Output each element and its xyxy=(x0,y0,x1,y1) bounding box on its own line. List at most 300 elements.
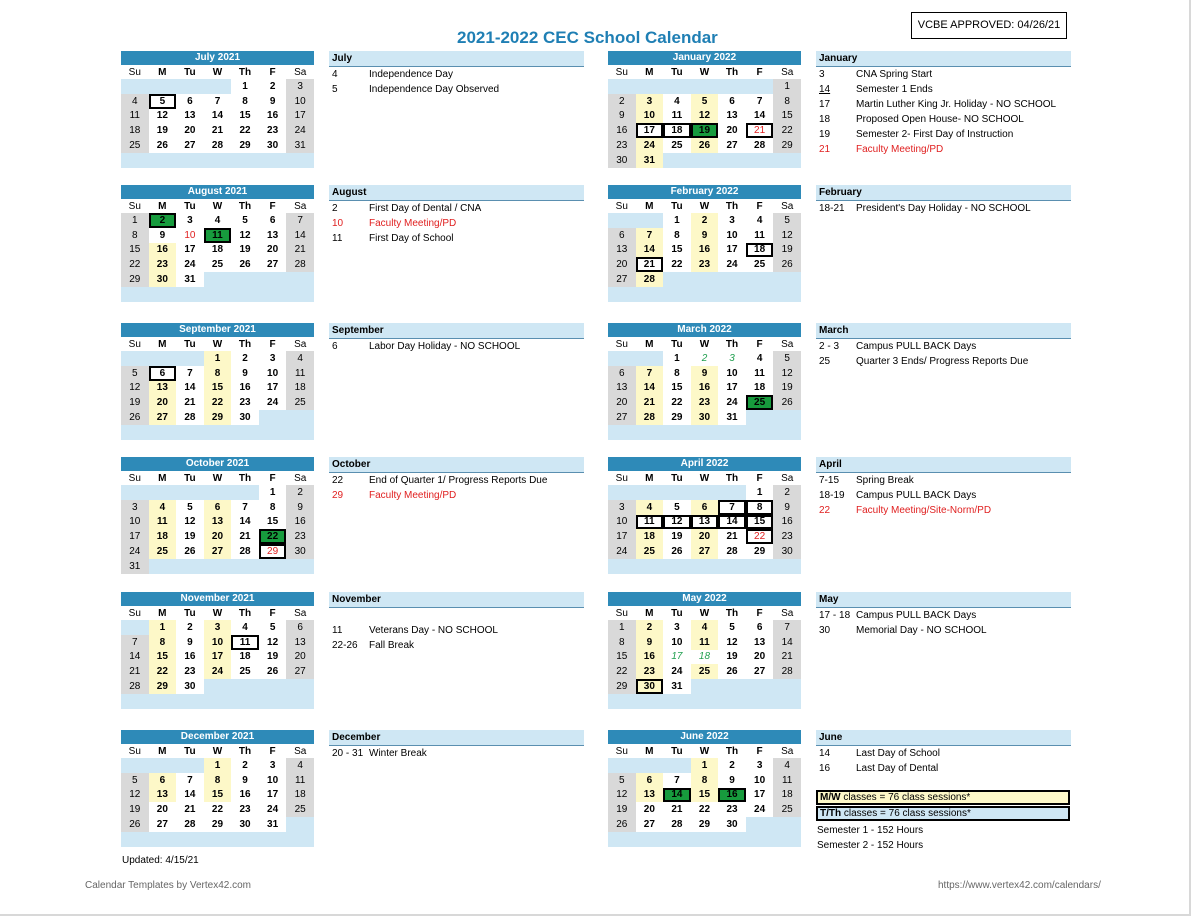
day-cell: 12 xyxy=(773,228,801,243)
day-cell: 13 xyxy=(636,788,664,803)
day-cell: 22 xyxy=(259,529,287,544)
day-cell: 12 xyxy=(176,515,204,530)
empty-cell xyxy=(746,559,774,574)
day-cell: 10 xyxy=(121,515,149,530)
day-cell: 3 xyxy=(718,351,746,366)
empty-cell xyxy=(204,287,232,302)
empty-cell xyxy=(608,694,636,709)
weekday-header: F xyxy=(746,744,774,758)
day-cell: 11 xyxy=(746,366,774,381)
day-cell: 18 xyxy=(746,381,774,396)
day-cell: 27 xyxy=(608,410,636,425)
empty-cell xyxy=(608,79,636,94)
day-cell: 20 xyxy=(636,802,664,817)
month-title: March 2022 xyxy=(608,323,801,337)
day-cell: 9 xyxy=(691,228,719,243)
weekday-header: Su xyxy=(121,199,149,213)
empty-cell xyxy=(746,287,774,302)
day-cell: 28 xyxy=(176,410,204,425)
day-cell: 15 xyxy=(608,650,636,665)
day-cell: 14 xyxy=(636,243,664,258)
empty-cell xyxy=(773,272,801,287)
day-cell: 24 xyxy=(608,544,636,559)
empty-cell xyxy=(176,559,204,574)
day-cell: 22 xyxy=(608,664,636,679)
day-cell: 18 xyxy=(121,123,149,138)
footer-credit: Calendar Templates by Vertex42.com xyxy=(85,880,252,891)
weekday-header: W xyxy=(691,471,719,485)
day-cell: 6 xyxy=(718,94,746,109)
event-item xyxy=(816,97,1071,112)
empty-cell xyxy=(204,485,232,500)
month-title: October 2021 xyxy=(121,457,314,471)
empty-cell xyxy=(718,832,746,847)
events-month-title: June xyxy=(816,730,1071,746)
event-item xyxy=(329,201,584,216)
day-cell: 30 xyxy=(149,272,177,287)
day-cell: 22 xyxy=(149,664,177,679)
weekday-header: F xyxy=(746,65,774,79)
day-cell: 14 xyxy=(773,635,801,650)
day-cell: 28 xyxy=(286,257,314,272)
day-cell: 22 xyxy=(204,802,232,817)
empty-cell xyxy=(608,213,636,228)
event-date: 22 xyxy=(819,505,831,516)
empty-cell xyxy=(691,287,719,302)
day-cell: 3 xyxy=(608,500,636,515)
empty-cell xyxy=(149,832,177,847)
day-cell: 30 xyxy=(286,544,314,559)
day-cell: 22 xyxy=(663,395,691,410)
day-cell: 23 xyxy=(231,395,259,410)
empty-cell xyxy=(746,79,774,94)
event-date: 25 xyxy=(819,356,831,367)
day-cell: 23 xyxy=(231,802,259,817)
day-cell: 25 xyxy=(231,664,259,679)
day-cell: 4 xyxy=(663,94,691,109)
day-cell: 8 xyxy=(746,500,774,515)
day-cell: 15 xyxy=(231,109,259,124)
day-cell: 1 xyxy=(204,758,232,773)
event-item xyxy=(329,746,584,761)
day-cell: 22 xyxy=(773,123,801,138)
day-cell: 26 xyxy=(231,257,259,272)
weekday-header: Sa xyxy=(773,199,801,213)
weekday-header: M xyxy=(636,471,664,485)
empty-cell xyxy=(259,832,287,847)
day-cell: 21 xyxy=(204,123,232,138)
day-cell: 1 xyxy=(204,351,232,366)
event-date: 16 xyxy=(819,763,831,774)
day-cell: 12 xyxy=(121,381,149,396)
footer-url: https://www.vertex42.com/calendars/ xyxy=(938,880,1101,891)
day-cell: 11 xyxy=(773,773,801,788)
day-cell: 10 xyxy=(663,635,691,650)
empty-cell xyxy=(121,832,149,847)
day-cell: 10 xyxy=(176,228,204,243)
event-item xyxy=(329,488,584,503)
day-grid xyxy=(608,65,801,168)
day-cell: 16 xyxy=(149,243,177,258)
day-cell: 29 xyxy=(121,272,149,287)
empty-cell xyxy=(691,272,719,287)
day-cell: 18 xyxy=(691,650,719,665)
day-cell: 15 xyxy=(204,788,232,803)
empty-cell xyxy=(259,153,287,168)
day-cell: 4 xyxy=(286,351,314,366)
empty-cell xyxy=(663,758,691,773)
day-cell: 25 xyxy=(746,395,774,410)
empty-cell xyxy=(286,153,314,168)
day-cell: 28 xyxy=(121,679,149,694)
day-cell: 24 xyxy=(636,138,664,153)
empty-cell xyxy=(746,153,774,168)
empty-cell xyxy=(718,272,746,287)
events-november-2021 xyxy=(329,592,584,653)
day-cell: 31 xyxy=(663,679,691,694)
day-cell: 6 xyxy=(608,366,636,381)
weekday-header: F xyxy=(746,606,774,620)
weekday-header: W xyxy=(204,744,232,758)
day-cell: 11 xyxy=(286,366,314,381)
event-item xyxy=(816,112,1071,127)
day-cell: 19 xyxy=(773,381,801,396)
empty-cell xyxy=(231,679,259,694)
day-cell: 30 xyxy=(608,153,636,168)
weekday-header: Su xyxy=(608,65,636,79)
weekday-header: Su xyxy=(608,471,636,485)
empty-cell xyxy=(746,410,774,425)
day-cell: 2 xyxy=(718,758,746,773)
day-cell: 19 xyxy=(231,243,259,258)
weekday-header: Th xyxy=(231,606,259,620)
empty-cell xyxy=(608,485,636,500)
day-cell: 5 xyxy=(149,94,177,109)
event-text: Semester 2- First Day of Instruction xyxy=(856,129,1014,140)
weekday-header: M xyxy=(149,337,177,351)
weekday-header: M xyxy=(636,65,664,79)
day-cell: 17 xyxy=(176,243,204,258)
weekday-header: Tu xyxy=(176,199,204,213)
day-cell: 31 xyxy=(259,817,287,832)
weekday-header: Sa xyxy=(773,606,801,620)
empty-cell xyxy=(286,425,314,440)
empty-cell xyxy=(259,679,287,694)
day-cell: 27 xyxy=(746,664,774,679)
weekday-header: Th xyxy=(718,199,746,213)
day-cell: 19 xyxy=(663,529,691,544)
day-cell: 27 xyxy=(286,664,314,679)
weekday-header: Tu xyxy=(176,471,204,485)
event-date: 18 xyxy=(819,114,831,125)
empty-cell xyxy=(636,425,664,440)
empty-cell xyxy=(691,679,719,694)
empty-cell xyxy=(773,287,801,302)
day-cell: 6 xyxy=(286,620,314,635)
day-cell: 27 xyxy=(149,817,177,832)
day-cell: 24 xyxy=(121,544,149,559)
weekday-header: Tu xyxy=(176,65,204,79)
events-month-title: March xyxy=(816,323,1071,339)
day-cell: 11 xyxy=(663,109,691,124)
day-cell: 12 xyxy=(121,788,149,803)
day-cell: 13 xyxy=(746,635,774,650)
empty-cell xyxy=(636,832,664,847)
day-cell: 19 xyxy=(121,395,149,410)
weekday-header: W xyxy=(204,65,232,79)
event-text: Semester 1 Ends xyxy=(856,84,933,95)
event-item xyxy=(816,142,1071,157)
weekday-header: W xyxy=(691,65,719,79)
empty-cell xyxy=(636,287,664,302)
weekday-header: W xyxy=(204,606,232,620)
weekday-header: Tu xyxy=(176,744,204,758)
month-calendar-august-2021 xyxy=(121,185,314,302)
empty-cell xyxy=(231,425,259,440)
day-cell: 10 xyxy=(608,515,636,530)
day-cell: 16 xyxy=(231,788,259,803)
empty-cell xyxy=(718,287,746,302)
empty-cell xyxy=(773,832,801,847)
events-october-2021 xyxy=(329,457,584,503)
day-cell: 23 xyxy=(773,529,801,544)
event-date: 17 xyxy=(819,99,831,110)
event-text: Martin Luther King Jr. Holiday - NO SCHOOL xyxy=(856,99,1057,110)
day-grid xyxy=(121,744,314,847)
month-calendar-march-2022 xyxy=(608,323,801,440)
day-cell: 20 xyxy=(149,395,177,410)
day-cell: 19 xyxy=(259,650,287,665)
day-cell: 3 xyxy=(204,620,232,635)
day-cell: 3 xyxy=(718,213,746,228)
empty-cell xyxy=(608,351,636,366)
event-date: 14 xyxy=(819,748,831,759)
day-cell: 13 xyxy=(608,381,636,396)
day-cell: 10 xyxy=(718,228,746,243)
day-cell: 5 xyxy=(176,500,204,515)
weekday-header: Tu xyxy=(176,337,204,351)
weekday-header: F xyxy=(259,199,287,213)
day-cell: 28 xyxy=(746,138,774,153)
day-cell: 4 xyxy=(204,213,232,228)
day-cell: 26 xyxy=(608,817,636,832)
weekday-header: Tu xyxy=(663,744,691,758)
day-cell: 29 xyxy=(663,410,691,425)
day-cell: 3 xyxy=(176,213,204,228)
day-cell: 1 xyxy=(746,485,774,500)
empty-cell xyxy=(286,287,314,302)
event-text: Quarter 3 Ends/ Progress Reports Due xyxy=(856,356,1029,367)
day-cell: 5 xyxy=(773,213,801,228)
weekday-header: Su xyxy=(121,744,149,758)
day-cell: 21 xyxy=(773,650,801,665)
month-title: February 2022 xyxy=(608,185,801,199)
event-item xyxy=(329,339,584,354)
events-month-title: December xyxy=(329,730,584,746)
event-date: 11 xyxy=(332,625,343,636)
day-cell: 6 xyxy=(149,773,177,788)
day-cell: 28 xyxy=(636,272,664,287)
day-cell: 24 xyxy=(718,395,746,410)
empty-cell xyxy=(204,272,232,287)
event-item xyxy=(816,761,1071,776)
event-item xyxy=(329,638,584,653)
empty-cell xyxy=(663,485,691,500)
day-cell: 30 xyxy=(231,817,259,832)
event-item xyxy=(816,201,1071,216)
day-cell: 19 xyxy=(608,802,636,817)
empty-cell xyxy=(663,559,691,574)
empty-cell xyxy=(231,153,259,168)
day-cell: 21 xyxy=(746,123,774,138)
day-cell: 19 xyxy=(691,123,719,138)
day-cell: 5 xyxy=(663,500,691,515)
events-april-2022 xyxy=(816,457,1071,518)
month-calendar-february-2022 xyxy=(608,185,801,302)
day-cell: 11 xyxy=(121,109,149,124)
events-month-title: July xyxy=(329,51,584,67)
month-calendar-september-2021 xyxy=(121,323,314,440)
event-text: Faculty Meeting/Site-Norm/PD xyxy=(856,505,992,516)
event-item xyxy=(329,473,584,488)
empty-cell xyxy=(718,694,746,709)
legend-mw-text: classes = 76 class sessions* xyxy=(840,792,971,803)
day-cell: 25 xyxy=(691,664,719,679)
day-cell: 23 xyxy=(636,664,664,679)
weekday-header: Su xyxy=(608,606,636,620)
day-cell: 26 xyxy=(773,395,801,410)
day-cell: 2 xyxy=(608,94,636,109)
empty-cell xyxy=(718,425,746,440)
day-cell: 29 xyxy=(773,138,801,153)
legend-mw xyxy=(816,790,1070,805)
day-cell: 9 xyxy=(149,228,177,243)
day-cell: 13 xyxy=(608,243,636,258)
weekday-header: Tu xyxy=(663,606,691,620)
weekday-header: Su xyxy=(121,606,149,620)
day-cell: 30 xyxy=(636,679,664,694)
semester-2-hours: Semester 2 - 152 Hours xyxy=(817,840,924,851)
day-cell: 9 xyxy=(691,366,719,381)
empty-cell xyxy=(691,559,719,574)
day-cell: 1 xyxy=(773,79,801,94)
empty-cell xyxy=(608,758,636,773)
weekday-header: M xyxy=(636,744,664,758)
empty-cell xyxy=(176,425,204,440)
day-cell: 21 xyxy=(286,243,314,258)
day-cell: 29 xyxy=(608,679,636,694)
month-title: July 2021 xyxy=(121,51,314,65)
day-grid xyxy=(608,337,801,440)
weekday-header: Tu xyxy=(663,337,691,351)
day-cell: 15 xyxy=(663,243,691,258)
event-date: 22-26 xyxy=(332,640,358,651)
day-cell: 2 xyxy=(231,351,259,366)
empty-cell xyxy=(149,153,177,168)
empty-cell xyxy=(746,817,774,832)
day-cell: 28 xyxy=(231,544,259,559)
empty-cell xyxy=(231,559,259,574)
event-date: 5 xyxy=(332,84,338,95)
day-cell: 9 xyxy=(718,773,746,788)
day-cell: 15 xyxy=(746,515,774,530)
day-cell: 24 xyxy=(286,123,314,138)
empty-cell xyxy=(718,485,746,500)
event-date: 29 xyxy=(332,490,344,501)
legend-tth xyxy=(816,806,1070,821)
day-cell: 15 xyxy=(773,109,801,124)
weekday-header: F xyxy=(259,471,287,485)
event-text: Campus PULL BACK Days xyxy=(856,610,977,621)
events-month-title: October xyxy=(329,457,584,473)
day-cell: 3 xyxy=(663,620,691,635)
event-item xyxy=(816,473,1071,488)
day-cell: 12 xyxy=(691,109,719,124)
day-cell: 1 xyxy=(149,620,177,635)
event-text: Faculty Meeting/PD xyxy=(369,218,457,229)
event-item xyxy=(816,488,1071,503)
day-cell: 22 xyxy=(663,257,691,272)
weekday-header: F xyxy=(259,337,287,351)
empty-cell xyxy=(121,153,149,168)
day-cell: 20 xyxy=(176,123,204,138)
empty-cell xyxy=(204,153,232,168)
day-cell: 7 xyxy=(636,366,664,381)
event-item xyxy=(816,67,1071,82)
weekday-header: Th xyxy=(231,744,259,758)
empty-cell xyxy=(691,485,719,500)
empty-cell xyxy=(259,425,287,440)
approval-box: VCBE APPROVED: 04/26/21 xyxy=(911,12,1067,39)
month-title: September 2021 xyxy=(121,323,314,337)
day-cell: 2 xyxy=(259,79,287,94)
day-cell: 4 xyxy=(286,758,314,773)
empty-cell xyxy=(663,425,691,440)
day-cell: 12 xyxy=(608,788,636,803)
day-cell: 24 xyxy=(746,802,774,817)
empty-cell xyxy=(176,832,204,847)
event-date: 18-21 xyxy=(819,203,845,214)
day-cell: 17 xyxy=(718,243,746,258)
event-date: 2 xyxy=(332,203,338,214)
weekday-header: Th xyxy=(718,337,746,351)
day-cell: 2 xyxy=(149,213,177,228)
weekday-header: Sa xyxy=(286,65,314,79)
day-cell: 19 xyxy=(121,802,149,817)
weekday-header: Th xyxy=(718,744,746,758)
day-cell: 8 xyxy=(691,773,719,788)
empty-cell xyxy=(176,153,204,168)
empty-cell xyxy=(746,679,774,694)
month-title: April 2022 xyxy=(608,457,801,471)
day-cell: 12 xyxy=(149,109,177,124)
day-cell: 16 xyxy=(231,381,259,396)
day-grid xyxy=(121,471,314,574)
day-cell: 29 xyxy=(204,817,232,832)
empty-cell xyxy=(121,694,149,709)
day-cell: 11 xyxy=(149,515,177,530)
empty-cell xyxy=(176,485,204,500)
event-date: 18-19 xyxy=(819,490,845,501)
empty-cell xyxy=(149,425,177,440)
day-cell: 7 xyxy=(663,773,691,788)
day-cell: 18 xyxy=(286,381,314,396)
day-cell: 23 xyxy=(176,664,204,679)
event-text: President's Day Holiday - NO SCHOOL xyxy=(856,203,1031,214)
day-cell: 17 xyxy=(636,123,664,138)
day-cell: 26 xyxy=(259,664,287,679)
day-cell: 1 xyxy=(121,213,149,228)
